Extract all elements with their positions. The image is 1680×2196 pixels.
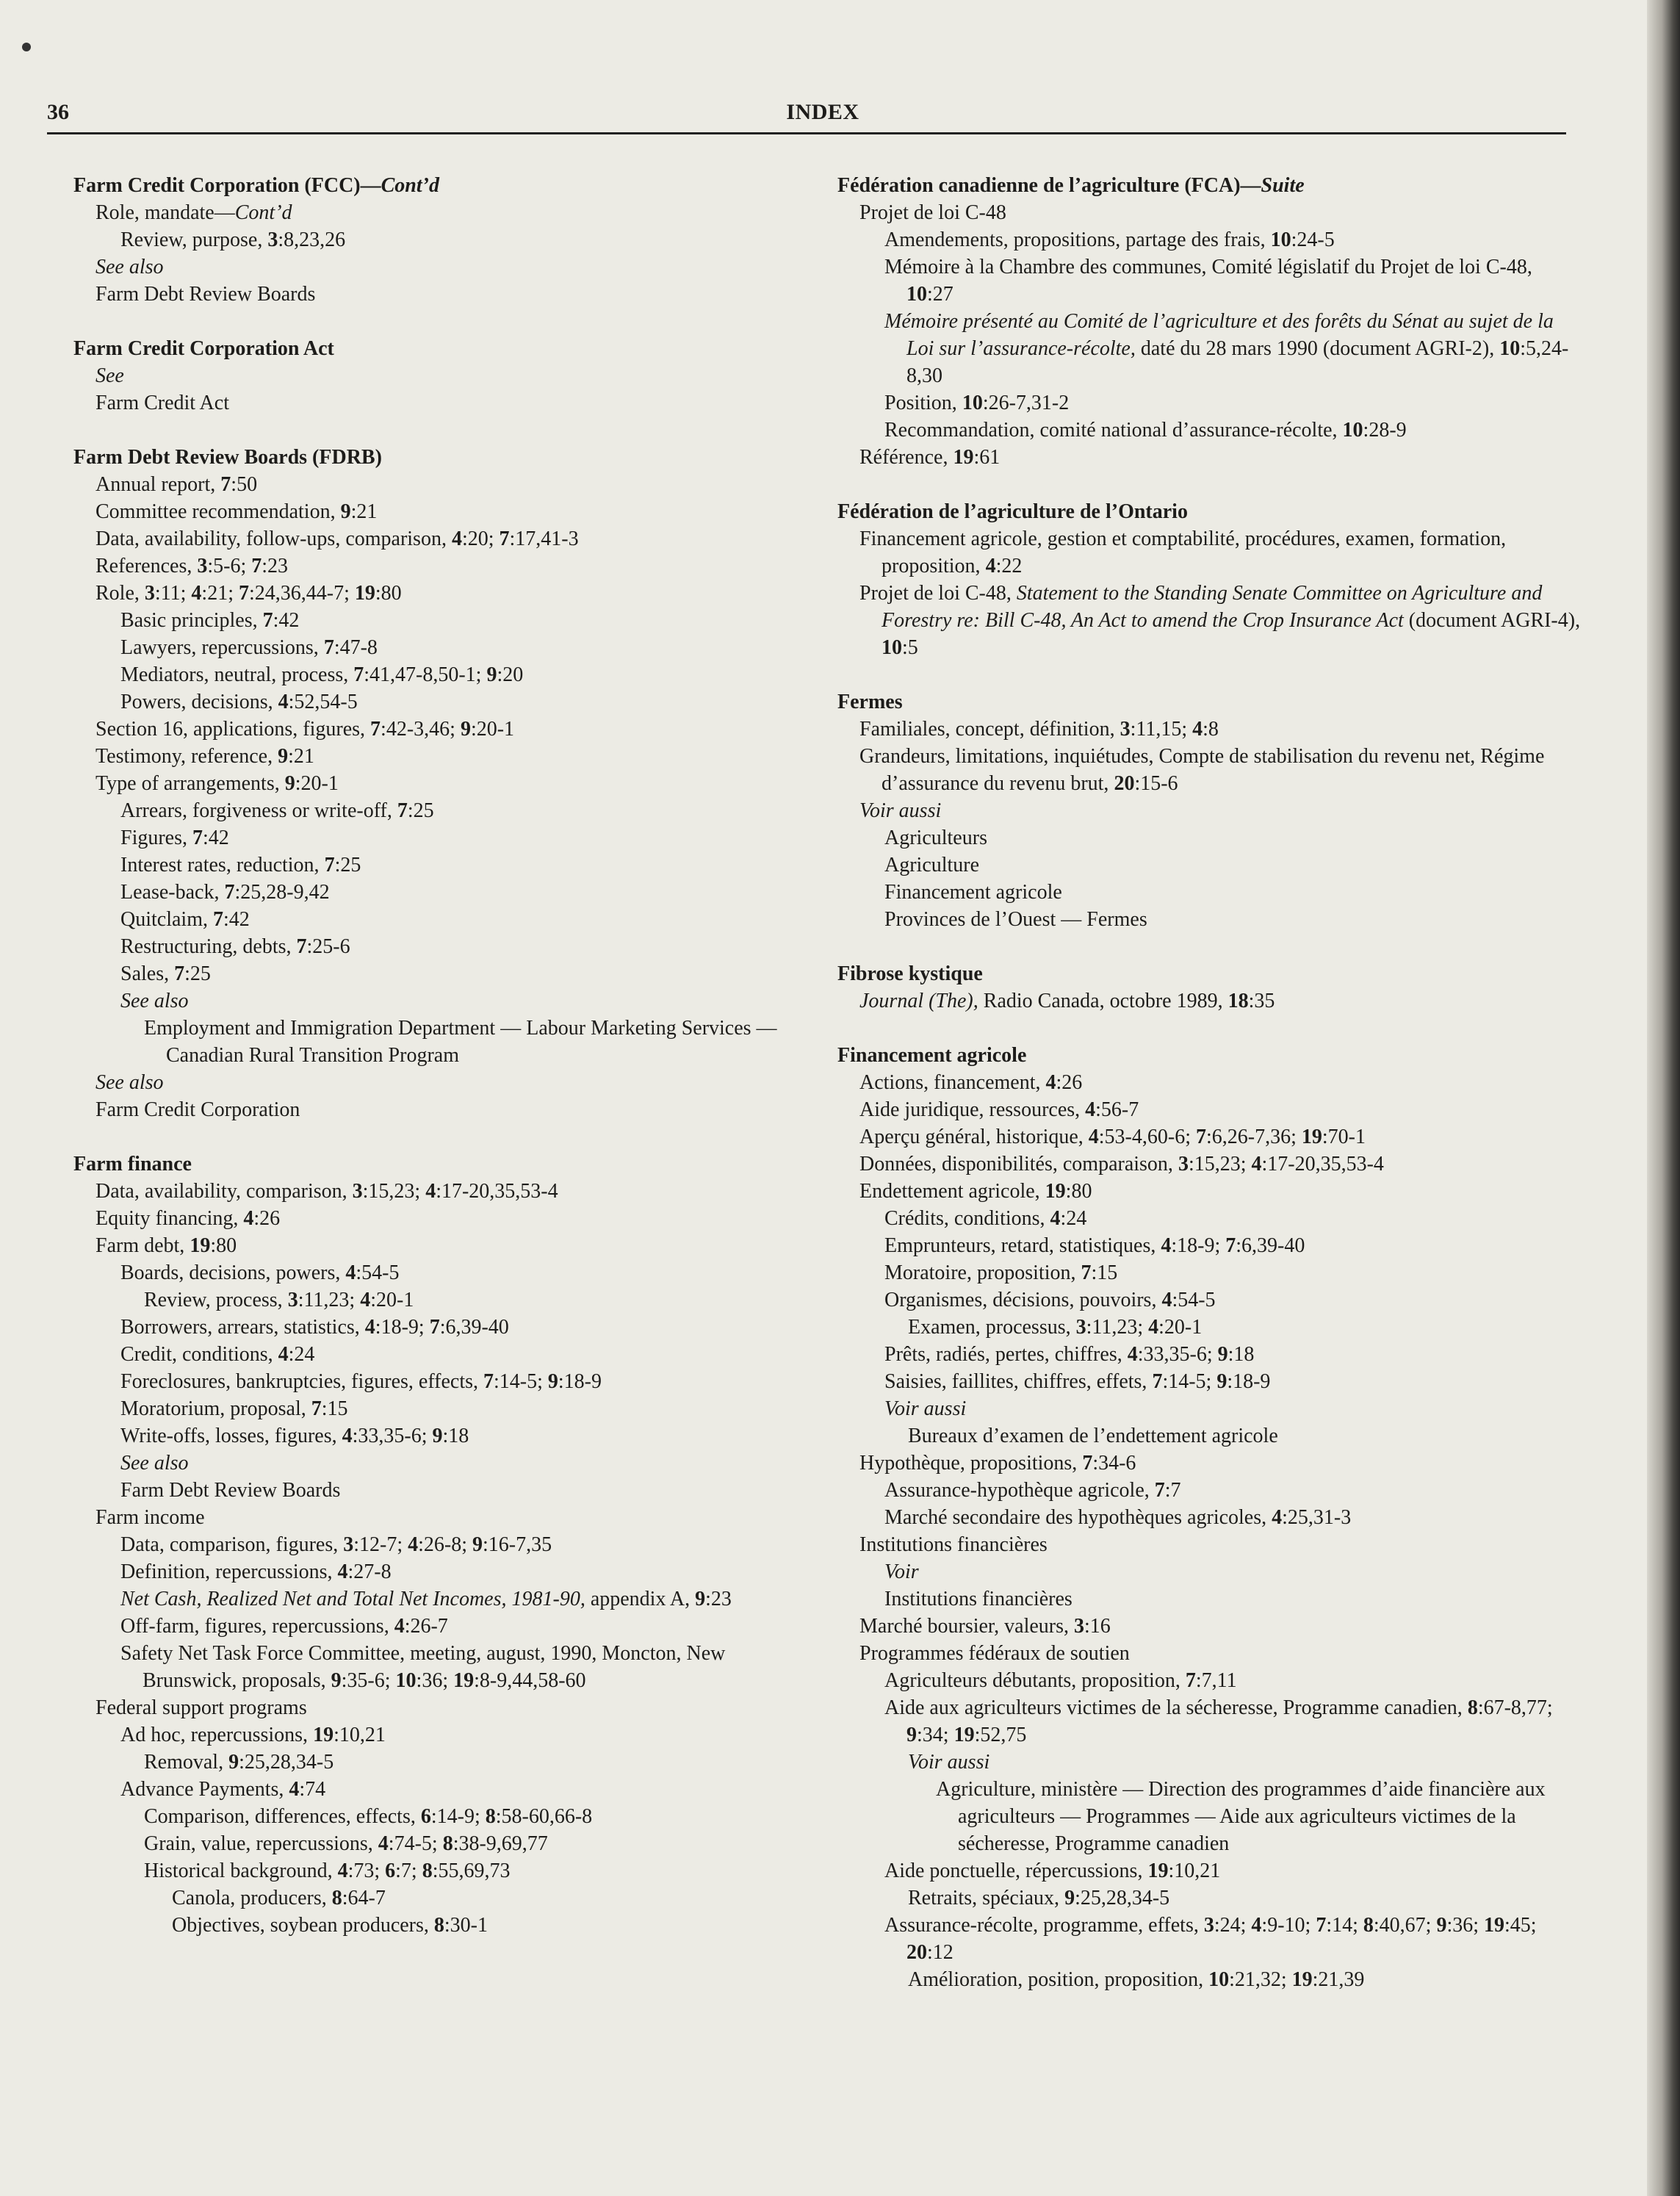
index-entry: References, 3:5-6; 7:23 — [95, 555, 289, 577]
margin-dot — [22, 43, 31, 51]
see-also-label: See also — [95, 1071, 164, 1094]
index-entry: Financement agricole, gestion et comptabilité, procédures, examen, formation, proposition, 4:22 — [859, 528, 1507, 577]
index-entry: Projet de loi C-48, Statement to the Standing Senate Committee on Agriculture and Forestry re: Bill C-48, An Act to amend the Crop Insurance Act (document AGRI-4), 10:5 — [859, 582, 1581, 659]
index-entry: Committee recommendation, 9:21 — [95, 500, 378, 523]
index-entry: Recommandation, comité national d’assurance-récolte, 10:28-9 — [884, 419, 1407, 442]
index-entry: Quitclaim, 7:42 — [120, 908, 250, 931]
voir-aussi-label: Voir aussi — [859, 799, 942, 822]
index-entry: Farm Debt Review Boards — [95, 283, 316, 306]
index-heading: Farm finance — [73, 1153, 192, 1176]
binding-edge — [1647, 0, 1680, 2196]
index-entry: Financement agricole — [884, 881, 1062, 904]
index-entry: Assurance-hypothèque agricole, 7:7 — [884, 1479, 1181, 1502]
index-heading: Farm Credit Corporation Act — [73, 337, 334, 360]
index-entry: Comparison, differences, effects, 6:14-9; 8:58-60,66-8 — [144, 1805, 593, 1828]
index-entry: Objectives, soybean producers, 8:30-1 — [172, 1914, 488, 1937]
index-entry: Data, comparison, figures, 3:12-7; 4:26-8; 9:16-7,35 — [120, 1533, 552, 1556]
index-entry: Institutions financières — [859, 1533, 1048, 1556]
index-entry: Interest rates, reduction, 7:25 — [120, 854, 361, 876]
index-heading: Fédération canadienne de l’agriculture (FCA)—Suite — [837, 174, 1305, 197]
index-entry: Mémoire présenté au Comité de l’agriculture et des forêts du Sénat au sujet de la Loi sur l’assurance-récolte, daté du 28 mars 1990 (document AGRI-2), 10:5,24-8,30 — [884, 310, 1569, 387]
index-entry: Moratorium, proposal, 7:15 — [120, 1397, 348, 1420]
header-rule — [47, 132, 1566, 134]
index-entry: Grain, value, repercussions, 4:74-5; 8:38-9,69,77 — [144, 1832, 548, 1855]
index-entry: Actions, financement, 4:26 — [859, 1071, 1083, 1094]
index-entry: Bureaux d’examen de l’endettement agricole — [908, 1425, 1278, 1447]
index-entry: Role, mandate—Cont’d — [95, 201, 292, 224]
index-entry: Advance Payments, 4:74 — [120, 1778, 326, 1801]
index-entry: Safety Net Task Force Committee, meeting, august, 1990, Moncton, New Brunswick, proposals, 9:35-6; 10:36; 19:8-9,44,58-60 — [120, 1642, 726, 1692]
index-entry: Credit, conditions, 4:24 — [120, 1343, 315, 1366]
see-also-label: See also — [120, 1452, 189, 1475]
index-entry: Review, process, 3:11,23; 4:20-1 — [144, 1289, 414, 1311]
index-entry: Agriculture, ministère — Direction des programmes d’aide financière aux agriculteurs — Programmes — Aide aux agriculteurs victimes de la sécheresse, Programme canadien — [936, 1778, 1546, 1855]
index-entry: Retraits, spéciaux, 9:25,28,34-5 — [908, 1887, 1170, 1909]
index-entry: Hypothèque, propositions, 7:34-6 — [859, 1452, 1136, 1475]
index-entry: Data, availability, comparison, 3:15,23; 4:17-20,35,53-4 — [95, 1180, 558, 1203]
index-entry: Programmes fédéraux de soutien — [859, 1642, 1130, 1665]
index-entry: Mémoire à la Chambre des communes, Comité législatif du Projet de loi C-48, 10:27 — [884, 256, 1532, 306]
see-also-label: See also — [120, 990, 189, 1012]
index-heading: Fibrose kystique — [837, 962, 983, 985]
index-entry: Agriculteurs débutants, proposition, 7:7,11 — [884, 1669, 1237, 1692]
index-entry: Marché secondaire des hypothèques agricoles, 4:25,31-3 — [884, 1506, 1352, 1529]
index-entry: Review, purpose, 3:8,23,26 — [120, 228, 346, 251]
index-entry: Aide aux agriculteurs victimes de la sécheresse, Programme canadien, 8:67-8,77; 9:34; 19:52,75 — [884, 1696, 1553, 1746]
index-entry: Examen, processus, 3:11,23; 4:20-1 — [908, 1316, 1203, 1339]
index-entry: Equity financing, 4:26 — [95, 1207, 281, 1230]
index-entry: Ad hoc, repercussions, 19:10,21 — [120, 1724, 386, 1746]
index-entry: Section 16, applications, figures, 7:42-3,46; 9:20-1 — [95, 718, 515, 741]
index-entry: Off-farm, figures, repercussions, 4:26-7 — [120, 1615, 448, 1638]
index-entry: Aide juridique, ressources, 4:56-7 — [859, 1098, 1139, 1121]
index-entry: Sales, 7:25 — [120, 962, 211, 985]
index-entry: Farm income — [95, 1506, 205, 1529]
index-entry: Figures, 7:42 — [120, 827, 229, 849]
index-entry: Mediators, neutral, process, 7:41,47-8,50-1; 9:20 — [120, 663, 524, 686]
index-entry: Marché boursier, valeurs, 3:16 — [859, 1615, 1111, 1638]
index-entry: Boards, decisions, powers, 4:54-5 — [120, 1261, 400, 1284]
index-entry: Familiales, concept, définition, 3:11,15; 4:8 — [859, 718, 1219, 741]
index-entry: Removal, 9:25,28,34-5 — [144, 1751, 334, 1774]
index-entry: Emprunteurs, retard, statistiques, 4:18-9; 7:6,39-40 — [884, 1234, 1305, 1257]
index-entry: Institutions financières — [884, 1588, 1072, 1610]
index-entry: Assurance-récolte, programme, effets, 3:24; 4:9-10; 7:14; 8:40,67; 9:36; 19:45; 20:12 — [884, 1914, 1537, 1964]
index-entry: Agriculture — [884, 854, 980, 876]
index-entry: Testimony, reference, 9:21 — [95, 745, 314, 768]
voir-label: Voir — [884, 1560, 919, 1583]
index-entry: Lawyers, repercussions, 7:47-8 — [120, 636, 378, 659]
index-entry: Type of arrangements, 9:20-1 — [95, 772, 339, 795]
index-entry: Write-offs, losses, figures, 4:33,35-6; 9:18 — [120, 1425, 469, 1447]
index-entry: Farm Debt Review Boards — [120, 1479, 341, 1502]
index-entry: Prêts, radiés, pertes, chiffres, 4:33,35-6; 9:18 — [884, 1343, 1255, 1366]
index-entry: Farm Credit Corporation — [95, 1098, 300, 1121]
index-entry: Borrowers, arrears, statistics, 4:18-9; 7:6,39-40 — [120, 1316, 509, 1339]
page-number: 36 — [47, 100, 69, 124]
see-also-label: See also — [95, 256, 164, 278]
index-entry: Moratoire, proposition, 7:15 — [884, 1261, 1118, 1284]
index-entry: Référence, 19:61 — [859, 446, 1001, 469]
index-heading: Fermes — [837, 691, 903, 713]
index-entry: Federal support programs — [95, 1696, 307, 1719]
index-entry: Saisies, faillites, chiffres, effets, 7:14-5; 9:18-9 — [884, 1370, 1271, 1393]
index-entry: Organismes, décisions, pouvoirs, 4:54-5 — [884, 1289, 1216, 1311]
index-entry: Basic principles, 7:42 — [120, 609, 300, 632]
index-entry: Projet de loi C-48 — [859, 201, 1006, 224]
index-entry: Aperçu général, historique, 4:53-4,60-6; 7:6,26-7,36; 19:70-1 — [859, 1126, 1366, 1148]
index-heading: Farm Credit Corporation (FCC)—Cont’d — [73, 174, 439, 197]
see-label: See — [95, 364, 124, 387]
running-title: INDEX — [786, 100, 859, 124]
index-entry: Agriculteurs — [884, 827, 987, 849]
index-entry: Aide ponctuelle, répercussions, 19:10,21 — [884, 1860, 1221, 1882]
index-entry: Position, 10:26-7,31-2 — [884, 392, 1070, 414]
voir-aussi-label: Voir aussi — [908, 1751, 990, 1774]
index-entry: Net Cash, Realized Net and Total Net Incomes, 1981-90, appendix A, 9:23 — [120, 1588, 732, 1610]
index-entry: Farm debt, 19:80 — [95, 1234, 237, 1257]
index-entry: Foreclosures, bankruptcies, figures, effects, 7:14-5; 9:18-9 — [120, 1370, 602, 1393]
index-entry: Employment and Immigration Department — Labour Marketing Services — Canadian Rural Transition Program — [144, 1017, 777, 1067]
index-entry: Crédits, conditions, 4:24 — [884, 1207, 1087, 1230]
index-entry: Historical background, 4:73; 6:7; 8:55,69,73 — [144, 1860, 511, 1882]
index-heading: Financement agricole — [837, 1044, 1027, 1067]
index-entry: Amendements, propositions, partage des frais, 10:24-5 — [884, 228, 1335, 251]
index-heading: Farm Debt Review Boards (FDRB) — [73, 446, 382, 469]
index-entry: Powers, decisions, 4:52,54-5 — [120, 691, 358, 713]
index-entry: Definition, repercussions, 4:27-8 — [120, 1560, 392, 1583]
index-entry: Lease-back, 7:25,28-9,42 — [120, 881, 330, 904]
index-heading: Fédération de l’agriculture de l’Ontario — [837, 500, 1188, 523]
index-entry: Role, 3:11; 4:21; 7:24,36,44-7; 19:80 — [95, 582, 402, 605]
index-entry: Restructuring, debts, 7:25-6 — [120, 935, 350, 958]
index-entry: Farm Credit Act — [95, 392, 229, 414]
index-entry: Annual report, 7:50 — [95, 473, 258, 496]
index-entry: Grandeurs, limitations, inquiétudes, Compte de stabilisation du revenu net, Régime d’assurance du revenu brut, 20:15-6 — [859, 745, 1545, 795]
index-entry: Canola, producers, 8:64-7 — [172, 1887, 386, 1909]
index-entry: Données, disponibilités, comparaison, 3:15,23; 4:17-20,35,53-4 — [859, 1153, 1384, 1176]
index-entry: Journal (The), Radio Canada, octobre 1989, 18:35 — [859, 990, 1275, 1012]
index-entry: Endettement agricole, 19:80 — [859, 1180, 1092, 1203]
index-entry: Amélioration, position, proposition, 10:21,32; 19:21,39 — [908, 1968, 1365, 1991]
index-entry: Arrears, forgiveness or write-off, 7:25 — [120, 799, 434, 822]
left-index-column — [73, 172, 815, 1939]
index-entry: Provinces de l’Ouest — Fermes — [884, 908, 1147, 931]
index-entry: Data, availability, follow-ups, comparison, 4:20; 7:17,41-3 — [95, 528, 579, 550]
right-index-column — [837, 172, 1581, 1993]
voir-aussi-label: Voir aussi — [884, 1397, 967, 1420]
